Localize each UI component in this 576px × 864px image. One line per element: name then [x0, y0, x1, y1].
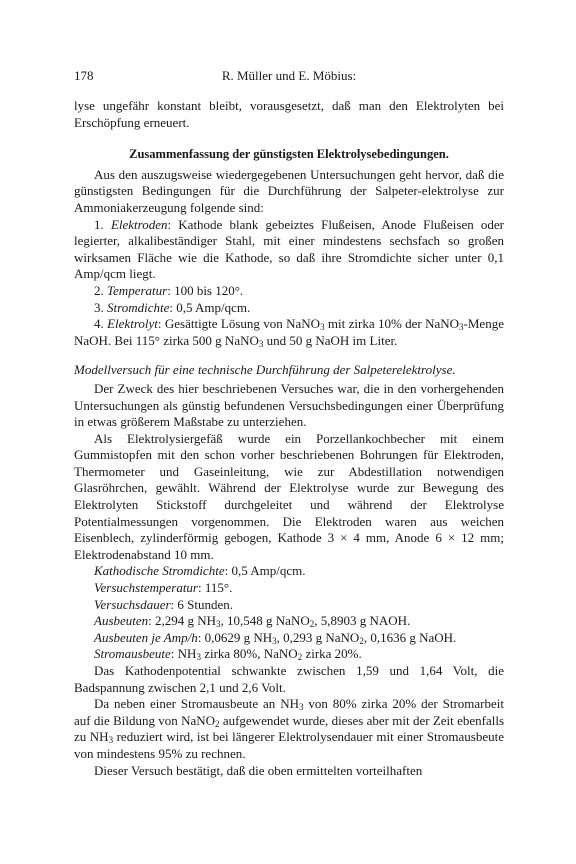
paragraph-current-yield: Da neben einer Stromausbeute an $NH_3$ von 80% zirka 20% der Stromarbeit auf die Bildung von NaNO$_2$ aufgewendet wurde, dieses aber mit der Zeit ebenfalls zu $NH_3$ reduziert wird, ist bei längerer Elektrolysendauer mit einer Stromausbeute von mindestens 95% zu rechnen.: [74, 696, 505, 761]
item-text: : 100 bis 120°.: [167, 282, 244, 298]
section-heading-summary: Zusammenfassung der günstigsten Elektrolysebedingungen.: [129, 147, 449, 162]
page-number: 178: [74, 68, 94, 83]
list-item-electrolyte: 4. Elektrolyt: Gesättigte Lösung von NaNO$_3$ mit zirka 10% der NaNO$_3$-Menge NaOH. Bei 115° zirka 500 g NaNO$_3$ und 50 g NaOH im Liter.: [74, 316, 504, 349]
item-text: : Kathode blank gebeiztes Flußeisen, Anode Flußeisen oder legierter, alkalibeständiger Stahl, mit einer mindestens sechsfach so großen wirksamen Fläche wie die Kathode, so daß ihre Stromdichte sicher unter 0,1 Amp/qcm liegt.: [74, 216, 505, 282]
result-label: Stromausbeute: [94, 646, 171, 662]
result-label: Versuchstemperatur: [94, 580, 198, 596]
paragraph-purpose: Der Zweck des hier beschriebenen Versuches war, die in den vorhergehenden Untersuchungen als günstig befundenen Versuchsbedingungen einer Überprüfung in etwas größerem Maßstabe zu unterziehen.: [74, 380, 504, 430]
result-text: : 115°.: [198, 580, 233, 596]
paragraph-intro: lyse ungefähr konstant bleibt, vorausgesetzt, daß man den Elektrolyten bei Erschöpfung erneuert.: [74, 98, 504, 130]
item-label: Elektroden: [110, 216, 168, 232]
list-item-current-density: 3. Stromdichte: 0,5 Amp/qcm.: [94, 299, 251, 315]
result-line-yields-per-amp: Ausbeuten je Amp/h: 0,0629 g $NH_3$, 0,293 g NaNO$_2$, 0,1636 g NaOH.: [94, 629, 457, 646]
running-head: R. Müller und E. Möbius:: [221, 68, 357, 83]
result-text: : 0,5 Amp/qcm.: [224, 563, 306, 579]
result-label: Versuchsdauer: [94, 596, 171, 612]
result-line-duration: [74, 597, 504, 614]
result-label: Kathodische Stromdichte: [94, 563, 225, 579]
item-label: Temperatur: [107, 282, 168, 298]
result-line-current-yield: Stromausbeute: $NH_3$ zirka 80%, NaNO$_2$ zirka 20%.: [94, 646, 362, 663]
list-item-electrodes: 1. Elektroden: Kathode blank gebeiztes Flußeisen, Anode Flußeisen oder legierter, alkalibeständiger Stahl, mit einer mindestens sechsfach so großen wirksamen Fläche wie die Kathode, so daß ihre Stromdichte sicher unter 0,1 Amp/qcm liegt.: [74, 216, 505, 282]
paragraph-potential: Das Kathodenpotential schwankte zwischen 1,59 und 1,64 Volt, die Badspannung zwischen 2,1 und 2,6 Volt.: [74, 663, 504, 695]
body-text: [74, 98, 504, 779]
result-label: Ausbeuten je Amp/h: [94, 629, 198, 645]
item-label: Elektrolyt: [107, 316, 158, 332]
paragraph-summary: Aus den auszugsweise wiedergegebenen Untersuchungen geht hervor, daß die günstigsten Bedingungen für die Durchführung der Salpeter-elektrolyse zur Ammoniakerzeugung folgende sind:: [74, 166, 504, 215]
paragraph-conclusion: Dieser Versuch bestätigt, daß die oben ermittelten vorteilhaften: [94, 762, 423, 778]
page-header: [74, 68, 504, 84]
result-line-yields: Ausbeuten: 2,294 g $NH_3$, 10,548 g NaNO$_2$, 5,8903 g NAOH.: [94, 613, 411, 630]
result-label: Ausbeuten: [94, 613, 149, 629]
paragraph-apparatus: Als Elektrolysiergefäß wurde ein Porzellankochbecher mit einem Gummistopfen mit den schon vorher beschriebenen Bohrungen für Elektroden, Thermometer und Gaseinleitung, wie zur Abdestillation notwendigen Glasröhrchen, gewählt. Während der Elektrolyse wurde zur Bewegung des Elektrolyten Stickstoff durchgeleitet und während der Elektrolyse Potentialmessungen vorgenommen. Die Elektroden waren aus weichen Eisenblech, zylinderförmig gebogen, Kathode 3 × 4 mm, Anode 6 × 12 mm; Elektrodenabstand 10 mm.: [74, 430, 504, 562]
item-label: Stromdichte: [107, 299, 170, 315]
list-item-temperature: 2. Temperatur: 100 bis 120°.: [94, 282, 244, 298]
section-heading-model-experiment: Modellversuch für eine technische Durchführung der Salpeterelektrolyse.: [74, 362, 456, 378]
item-text: : 0,5 Amp/qcm.: [169, 299, 251, 315]
result-line-temperature: [74, 580, 504, 597]
result-text: : 6 Stunden.: [170, 596, 234, 612]
result-line-current-density: [74, 563, 504, 580]
